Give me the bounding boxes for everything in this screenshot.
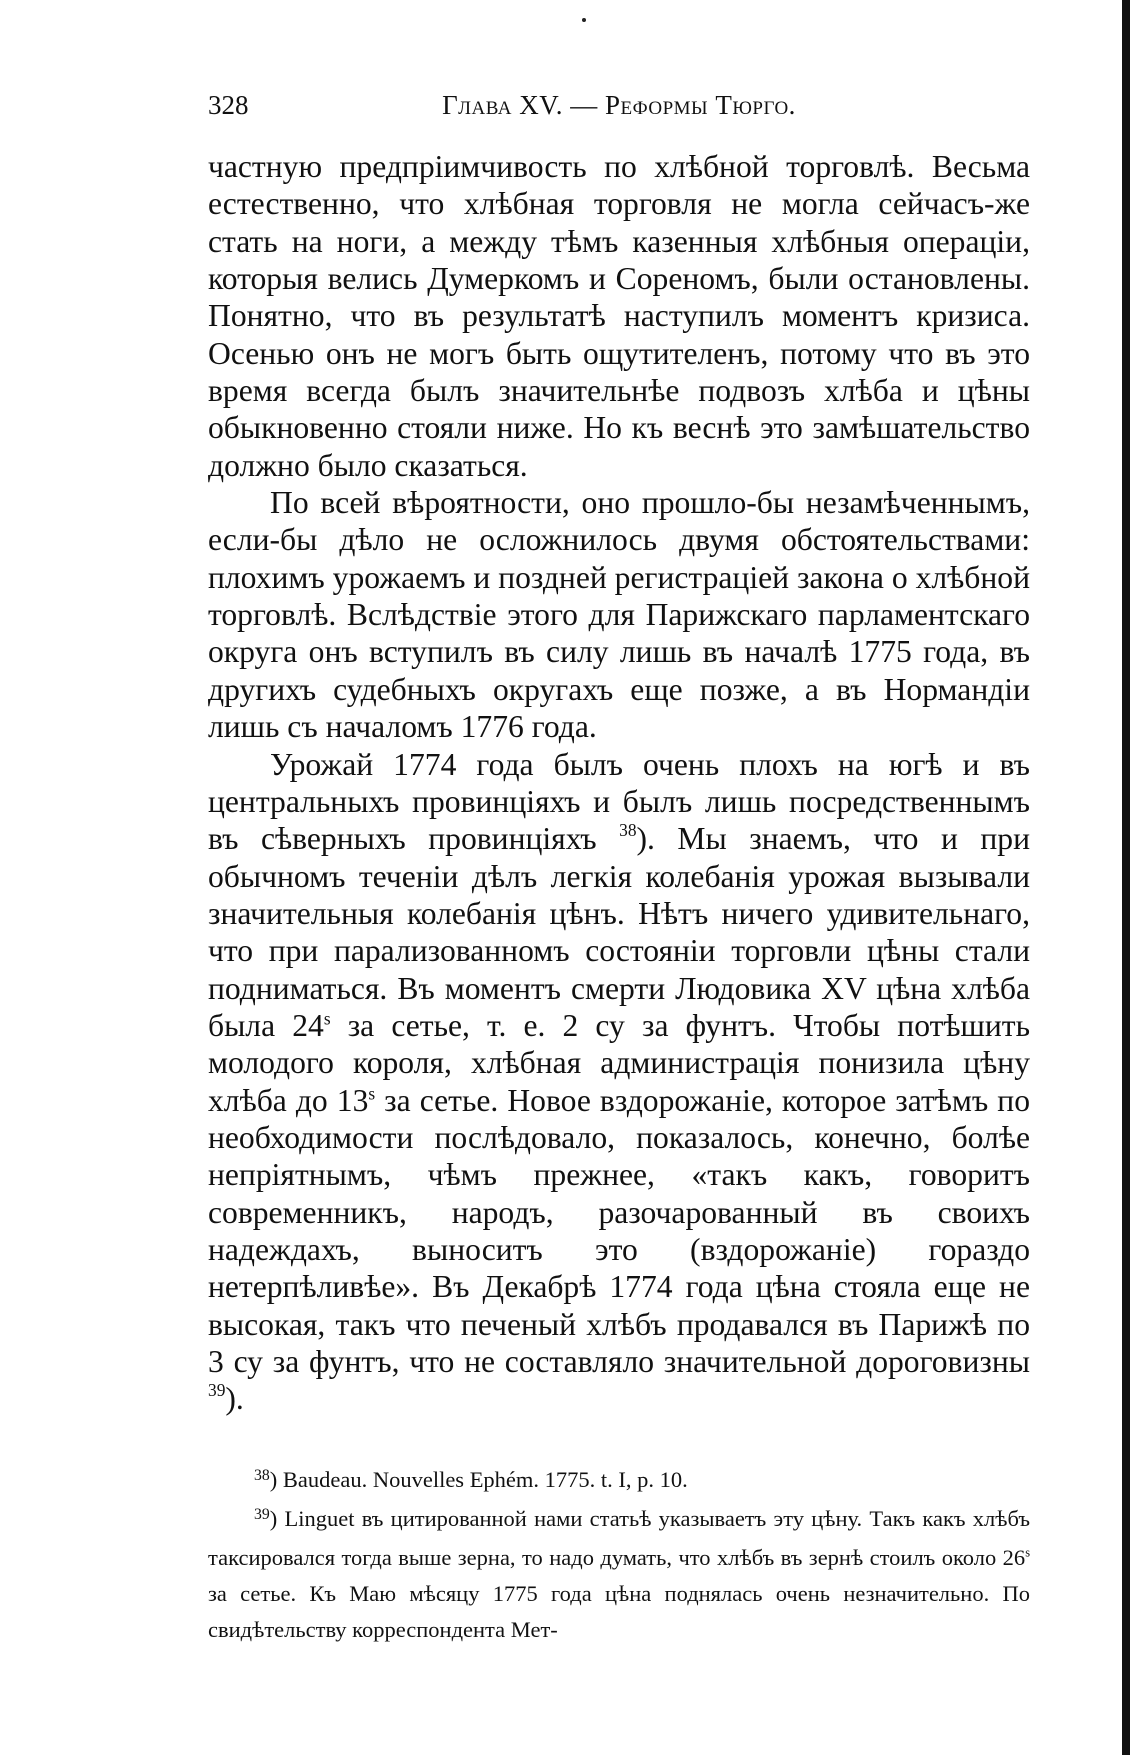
footnote-text: ) Linguet въ цитированной нами статьѣ указываетъ эту цѣну. Такъ какъ хлѣбъ таксировался тогда выше зерна, то надо думать, что хлѣбъ въ зернѣ стоилъ около 26 xyxy=(208,1505,1030,1570)
sou-unit-mark: s xyxy=(368,1084,376,1104)
sou-unit-mark: s xyxy=(1025,1545,1030,1560)
running-head xyxy=(208,90,1030,130)
scan-edge-bar xyxy=(1122,0,1130,1755)
footnote-38 xyxy=(208,1462,1030,1501)
paragraph-3 xyxy=(208,746,1030,1418)
paragraph-3-text-c: за сетье, т. е. 2 су за фунтъ. Чтобы потѣшить молодого короля, хлѣбная администрація понизила цѣну хлѣба до 13 xyxy=(208,1007,1030,1118)
footnote-mark: 38 xyxy=(254,1466,270,1484)
book-page xyxy=(208,90,1030,1648)
running-title: Глава XV. — Реформы Тюрго. xyxy=(442,90,796,120)
paragraph-3-text-e: ). xyxy=(225,1381,244,1417)
paragraph-3-text-d: за сетье. Новое вздорожаніе, которое затѣмъ по необходимости послѣдовало, показалось, конечно, болѣе непріятнымъ, чѣмъ прежнее, «такъ какъ, говоритъ современникъ, народъ, разочарованный въ своихъ надеждахъ, выноситъ это (вздорожаніе) гораздо нетерпѣливѣе». Въ Декабрѣ 1774 года цѣна стояла еще не высокая, такъ что печеный хлѣбъ продавался въ Парижѣ по 3 су за фунтъ, что не составляло значительной дороговизны xyxy=(208,1082,1030,1379)
footnote-text-after: за сетье. Къ Маю мѣсяцу 1775 года цѣна поднялась очень незначительно. По свидѣтельству корреспондента Мет- xyxy=(208,1580,1030,1642)
paragraph-2: По всей вѣроятности, оно прошло-бы незамѣченнымъ, если-бы дѣло не осложнилось двумя обстоятельствами: плохимъ урожаемъ и поздней регистраціей закона о хлѣбной торговлѣ. Вслѣдствіе этого для Парижскаго парламентскаго округа онъ вступилъ въ силу лишь въ началѣ 1775 года, въ другихъ судебныхъ округахъ еще позже, а въ Нормандіи лишь съ началомъ 1776 года. xyxy=(208,485,1030,745)
footnotes xyxy=(208,1462,1030,1648)
footnote-text: ) Baudeau. Nouvelles Ephém. 1775. t. I, p. 10. xyxy=(269,1466,688,1492)
paragraph-1: частную предпріимчивость по хлѣбной торговлѣ. Весьма естественно, что хлѣбная торговля не могла сейчасъ-же стать на ноги, а между тѣмъ казенныя хлѣбныя операціи, которыя велись Думеркомъ и Сореномъ, были остановлены. Понятно, что въ результатѣ наступилъ моментъ кризиса. Осенью онъ не могъ быть ощутителенъ, потому что въ это время всегда былъ значительнѣе подвозъ хлѣба и цѣны обыкновенно стояли ниже. Но къ веснѣ это замѣшательство должно было сказаться. xyxy=(208,149,1030,483)
footnote-ref-38: 38 xyxy=(619,821,637,841)
footnote-ref-39: 39 xyxy=(208,1381,226,1401)
paragraph-3-text-b: ). Мы знаемъ, что и при обычномъ теченіи дѣлъ легкія колебанія урожая вызывали значительныя колебанія цѣнъ. Нѣтъ ничего удивительнаго, что при парализованномъ состояніи торговли цѣны стали подниматься. Въ моментъ смерти Людовика XV цѣна хлѣба была 24 xyxy=(208,821,1030,1043)
sou-unit-mark: s xyxy=(323,1009,331,1029)
body-text xyxy=(208,148,1030,1418)
page-number: 328 xyxy=(208,90,249,120)
footnote-mark: 39 xyxy=(254,1505,270,1523)
paragraph-3-text-a: Урожай 1774 года былъ очень плохъ на югѣ и въ центральныхъ провинціяхъ и былъ лишь посредственнымъ въ сѣверныхъ провинціяхъ xyxy=(208,746,1030,857)
footnote-39 xyxy=(208,1501,1030,1648)
page-speck xyxy=(582,18,586,22)
